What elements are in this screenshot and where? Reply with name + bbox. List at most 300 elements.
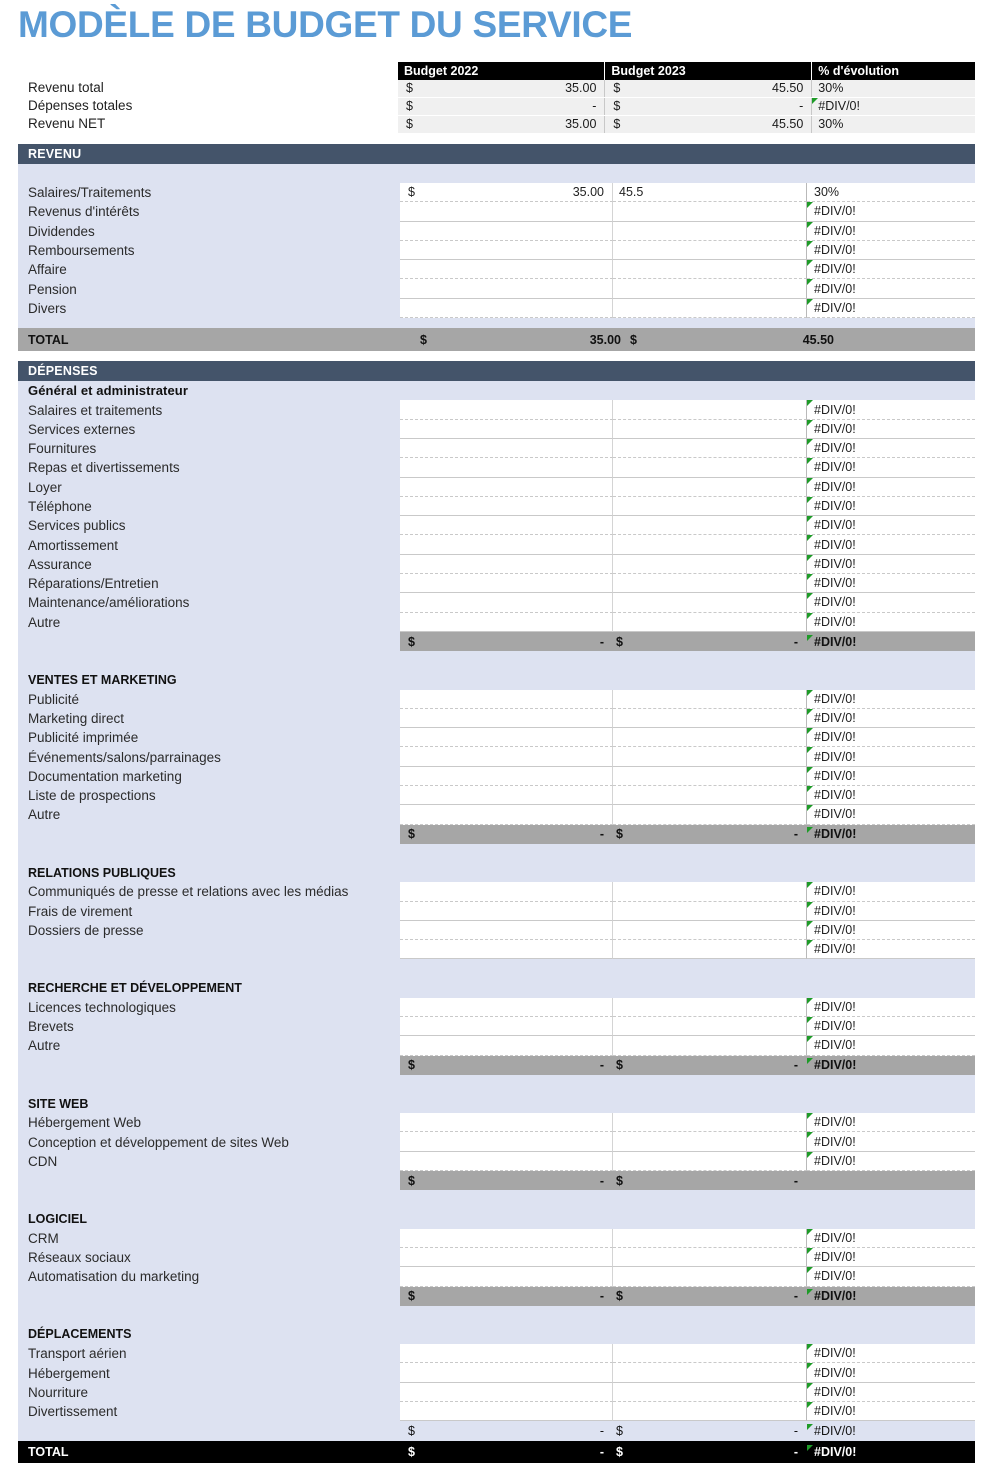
summary-row-labels (28, 79, 132, 133)
expense-cell-2023[interactable] (613, 400, 807, 419)
summary-currency-2023: $ (605, 116, 634, 134)
expense-section-spacer (18, 1306, 975, 1325)
expense-cell-pct (807, 921, 975, 940)
subtotal-currency-2023: $ (616, 634, 623, 649)
error-marker-icon (807, 827, 813, 833)
expense-cell-2022[interactable] (400, 728, 613, 747)
expense-cell-pct (807, 998, 975, 1017)
expense-item-cells (400, 902, 975, 921)
expense-pct-text: #DIV/0! (814, 1115, 856, 1130)
error-marker-icon (807, 439, 813, 445)
expense-cell-pct (807, 555, 975, 574)
revenue-line-item (18, 183, 975, 202)
expense-subtotal-row (18, 1287, 975, 1306)
expense-cell-2022[interactable] (400, 1113, 613, 1132)
subtotal-value-2022: - (599, 1423, 604, 1438)
expense-cell-2023[interactable] (613, 709, 807, 728)
expense-line-item (18, 902, 975, 921)
expense-cell-2023[interactable] (613, 1363, 807, 1382)
summary-currency-2022: $ (398, 80, 427, 98)
expense-cell-2023[interactable] (613, 574, 807, 593)
expense-cell-2023[interactable] (613, 998, 807, 1017)
expense-cell-2022[interactable] (400, 747, 613, 766)
expense-line-item (18, 1229, 975, 1248)
expense-line-item (18, 1113, 975, 1132)
revenue-cell-2023[interactable] (613, 299, 807, 318)
subtotal-pct (807, 1424, 975, 1438)
revenue-cell-2022[interactable] (400, 202, 613, 221)
expense-item-cells (400, 1152, 975, 1171)
revenue-total-currency-2023: $ (630, 332, 637, 347)
expense-cell-2022[interactable] (400, 574, 613, 593)
expense-pct-text: #DIV/0! (814, 942, 856, 957)
expense-item-label: Autre (28, 1038, 61, 1054)
expense-section-title: LOGICIEL (28, 1212, 88, 1226)
expense-cell-2022[interactable] (400, 1383, 613, 1402)
revenue-cell-2023[interactable] (613, 202, 807, 221)
expense-section-title: SITE WEB (28, 1096, 89, 1111)
expense-cell-2023[interactable] (613, 1344, 807, 1363)
expense-item-cells (400, 439, 975, 458)
expense-cell-2022[interactable] (400, 786, 613, 805)
expense-cell-2023[interactable] (613, 1229, 807, 1248)
expense-line-item (18, 1036, 975, 1055)
expense-line-item (18, 497, 975, 516)
expense-cell-pct (807, 767, 975, 786)
expense-section-title-row (18, 863, 975, 882)
expense-cell-pct (807, 535, 975, 554)
expense-item-label: Téléphone (28, 499, 92, 514)
expense-pct-text: #DIV/0! (814, 537, 856, 552)
error-marker-icon (807, 593, 813, 599)
expense-line-item (18, 709, 975, 728)
expense-cell-2023[interactable] (613, 767, 807, 786)
subtotal-pct-text: #DIV/0! (814, 1058, 857, 1073)
expense-item-label: Brevets (28, 1019, 74, 1035)
expense-cell-2023[interactable] (613, 1036, 807, 1055)
expense-cell-2022[interactable] (400, 709, 613, 728)
revenue-cell-pct (807, 241, 975, 260)
expense-cell-2022[interactable] (400, 420, 613, 439)
expense-section-title-row (18, 1209, 975, 1228)
expense-cell-2022[interactable] (400, 1248, 613, 1267)
expense-cell-2022[interactable] (400, 1229, 613, 1248)
expense-cell-2022[interactable] (400, 767, 613, 786)
subtotal-pct-text: #DIV/0! (814, 634, 857, 649)
expense-item-cells (400, 728, 975, 747)
expense-cell-2023[interactable] (613, 478, 807, 497)
expense-line-item (18, 420, 975, 439)
expense-item-cells (400, 940, 975, 959)
expense-item-label: Marketing direct (28, 710, 125, 726)
expense-cell-2022[interactable] (400, 535, 613, 554)
revenue-cell-pct (807, 202, 975, 221)
summary-label-revenu-net: Revenu NET (28, 116, 106, 131)
summary-table (398, 62, 975, 133)
subtotal-value-2023: - (793, 1173, 798, 1188)
expense-cell-2023[interactable] (613, 1267, 807, 1286)
expense-subtotal-bar (400, 1287, 975, 1306)
expense-cell-2023[interactable] (613, 921, 807, 940)
expense-item-cells (400, 1383, 975, 1402)
expense-pct-text: #DIV/0! (814, 1269, 856, 1284)
expense-item-label: Assurance (28, 556, 92, 572)
expense-subtotal-bar (400, 1171, 975, 1190)
expense-item-label: Hébergement Web (28, 1115, 142, 1131)
expense-line-item (18, 1402, 975, 1421)
expense-cell-2022[interactable] (400, 921, 613, 940)
expense-cell-pct (807, 1229, 975, 1248)
revenue-cell-2023[interactable] (613, 241, 807, 260)
expense-cell-pct (807, 400, 975, 419)
expense-item-cells (400, 1113, 975, 1132)
expense-line-item (18, 1248, 975, 1267)
expense-item-cells (400, 555, 975, 574)
expense-cell-2023[interactable] (613, 882, 807, 901)
revenue-total-value-2022: 35.00 (589, 332, 621, 347)
summary-pct-text: 30% (818, 117, 844, 131)
section-header-depenses: DÉPENSES (18, 361, 975, 381)
expense-cell-2022[interactable] (400, 1036, 613, 1055)
expense-cell-2023[interactable] (613, 805, 807, 824)
expense-cell-pct (807, 902, 975, 921)
summary-col-pct-evolution: % d'évolution (812, 62, 975, 80)
revenue-value-2022: 35.00 (572, 185, 604, 200)
expense-cell-2023[interactable] (613, 1113, 807, 1132)
subtotal-currency-2023: $ (616, 1423, 623, 1438)
section-gap (18, 351, 975, 361)
expense-item-label: Autre (28, 807, 61, 823)
error-marker-icon (807, 767, 813, 773)
expense-line-item (18, 1363, 975, 1382)
expense-item-label: Fournitures (28, 441, 97, 457)
error-marker-icon (807, 1152, 813, 1158)
expense-cell-2023[interactable] (613, 1132, 807, 1151)
revenue-cell-2023[interactable] (613, 222, 807, 241)
expense-cell-2023[interactable] (613, 613, 807, 632)
summary-value-2022: 35.00 (427, 80, 605, 98)
expense-line-item (18, 1152, 975, 1171)
expense-item-cells (400, 1132, 975, 1151)
expense-item-cells (400, 805, 975, 824)
expense-cell-2022[interactable] (400, 1363, 613, 1382)
expense-cell-2022[interactable] (400, 613, 613, 632)
expense-pct-text: #DIV/0! (814, 749, 856, 764)
expense-cell-2023[interactable] (613, 497, 807, 516)
subtotal-pct (807, 827, 975, 841)
revenue-line-item (18, 241, 975, 260)
revenue-cell-2023[interactable] (613, 260, 807, 279)
expense-cell-2022[interactable] (400, 478, 613, 497)
expense-cell-2023[interactable] (613, 747, 807, 766)
revenue-item-label: Divers (28, 300, 67, 316)
expense-line-item (18, 998, 975, 1017)
expense-item-label: Hébergement (28, 1365, 110, 1381)
expense-line-item (18, 1132, 975, 1151)
expense-subtotal-row (18, 1421, 975, 1440)
summary-row (398, 98, 975, 116)
expense-cell-pct (807, 420, 975, 439)
error-marker-icon (807, 478, 813, 484)
revenue-cell-2022[interactable] (400, 222, 613, 241)
revenue-cell-pct (807, 279, 975, 298)
subtotal-currency-2023: $ (616, 1289, 623, 1304)
revenue-currency-2022: $ (408, 185, 415, 200)
expense-item-cells (400, 1402, 975, 1421)
expense-item-label: Réseaux sociaux (28, 1250, 131, 1266)
error-marker-icon (807, 1132, 813, 1138)
expense-cell-pct (807, 1248, 975, 1267)
expense-cell-2022[interactable] (400, 1267, 613, 1286)
expense-cell-pct (807, 1402, 975, 1421)
revenue-line-item (18, 279, 975, 298)
expense-cell-2023[interactable] (613, 458, 807, 477)
expense-item-cells (400, 458, 975, 477)
expense-section-title-row (18, 1094, 975, 1113)
revenue-cell-2023[interactable] (613, 279, 807, 298)
expense-item-label: CRM (28, 1230, 59, 1246)
expense-item-label: Dossiers de presse (28, 922, 144, 938)
expense-cell-2023[interactable] (613, 516, 807, 535)
error-marker-icon (807, 747, 813, 753)
expense-cell-pct (807, 1267, 975, 1286)
error-marker-icon (807, 1017, 813, 1023)
error-marker-icon (807, 635, 813, 641)
expense-section-spacer (18, 651, 975, 670)
expense-section-title-row (18, 1325, 975, 1344)
expense-item-cells (400, 516, 975, 535)
expense-line-item (18, 747, 975, 766)
grand-total-row (18, 1441, 975, 1463)
expense-cell-pct (807, 1383, 975, 1402)
expense-pct-text: #DIV/0! (814, 884, 856, 899)
expense-pct-text: #DIV/0! (814, 807, 856, 822)
summary-currency-2023: $ (605, 98, 634, 116)
grand-total-pct (807, 1445, 975, 1459)
expense-pct-text: #DIV/0! (814, 691, 856, 706)
expense-section-title: Général et administrateur (28, 383, 188, 399)
expense-pct-text: #DIV/0! (814, 768, 856, 783)
expense-cell-pct (807, 1036, 975, 1055)
expense-item-label: Salaires et traitements (28, 402, 163, 418)
expense-cell-pct (807, 786, 975, 805)
revenue-pct-text: #DIV/0! (814, 300, 856, 315)
expense-item-label: Communiqués de presse et relations avec les médias (28, 884, 349, 900)
expense-cell-2022[interactable] (400, 690, 613, 709)
expense-cell-pct (807, 574, 975, 593)
expense-cell-2023[interactable] (613, 420, 807, 439)
expense-cell-pct (807, 497, 975, 516)
expense-subtotal-row (18, 825, 975, 844)
expense-item-label: Divertissement (28, 1404, 118, 1420)
revenue-cell-2022[interactable] (400, 279, 613, 298)
expense-cell-2023[interactable] (613, 555, 807, 574)
expense-line-item (18, 516, 975, 535)
expense-cell-2022[interactable] (400, 555, 613, 574)
expense-pct-text: #DIV/0! (814, 460, 856, 475)
summary-currency-2023: $ (605, 80, 634, 98)
expense-item-label: Licences technologiques (28, 999, 176, 1015)
subtotal-pct (807, 1058, 975, 1072)
error-marker-icon (807, 1363, 813, 1369)
expense-cell-2023[interactable] (613, 690, 807, 709)
expense-line-item (18, 1017, 975, 1036)
expense-item-cells (400, 613, 975, 632)
budget-sheet (18, 144, 975, 1463)
expense-subtotal-bar (400, 632, 975, 651)
error-marker-icon (807, 1113, 813, 1119)
expense-cell-pct (807, 882, 975, 901)
expense-item-cells (400, 574, 975, 593)
revenue-value-2023: 45.5 (619, 185, 644, 200)
expense-cell-2022[interactable] (400, 497, 613, 516)
error-marker-icon (807, 921, 813, 927)
expense-cell-2022[interactable] (400, 400, 613, 419)
expense-subtotal-row (18, 1171, 975, 1190)
subtotal-value-2023: - (793, 1289, 798, 1304)
expense-cell-2023[interactable] (613, 786, 807, 805)
expense-cell-2023[interactable] (613, 728, 807, 747)
summary-col-budget-2023: Budget 2023 (605, 62, 812, 80)
expense-line-item (18, 439, 975, 458)
expense-line-item (18, 1344, 975, 1363)
expense-cell-2022[interactable] (400, 902, 613, 921)
expense-cell-2022[interactable] (400, 1017, 613, 1036)
error-marker-icon (807, 902, 813, 908)
expense-cell-2022[interactable] (400, 1152, 613, 1171)
error-marker-icon (807, 1402, 813, 1408)
expense-cell-2023[interactable] (613, 1017, 807, 1036)
expense-pct-text: #DIV/0! (814, 499, 856, 513)
expense-item-label: Loyer (28, 479, 62, 495)
subtotal-currency-2023: $ (616, 827, 623, 842)
expense-item-cells (400, 478, 975, 497)
expense-cell-pct (807, 1363, 975, 1382)
subtotal-pct-text: #DIV/0! (814, 1289, 857, 1304)
error-marker-icon (807, 613, 813, 619)
expense-cell-2022[interactable] (400, 940, 613, 959)
error-marker-icon (807, 728, 813, 734)
expense-item-cells (400, 535, 975, 554)
expense-cell-2022[interactable] (400, 516, 613, 535)
expense-cell-2022[interactable] (400, 805, 613, 824)
revenue-pct-text: #DIV/0! (814, 204, 856, 219)
revenue-cell-2022[interactable] (400, 241, 613, 260)
expense-section-title: VENTES ET MARKETING (28, 672, 177, 687)
expense-cell-2023[interactable] (613, 902, 807, 921)
revenue-rows (18, 183, 975, 318)
revenue-item-cells (400, 241, 975, 260)
expense-pct-text: #DIV/0! (814, 421, 856, 436)
subtotal-value-2023: - (793, 634, 798, 649)
subtotal-pct (807, 1289, 975, 1303)
expense-sections (18, 381, 975, 1441)
subtotal-currency-2022: $ (408, 1423, 415, 1438)
expense-cell-2022[interactable] (400, 1344, 613, 1363)
expense-cell-2022[interactable] (400, 882, 613, 901)
expense-cell-pct (807, 1017, 975, 1036)
summary-label-depenses-totales: Dépenses totales (28, 98, 133, 113)
summary-row (398, 80, 975, 98)
expense-pct-text: #DIV/0! (814, 1346, 856, 1361)
expense-cell-2022[interactable] (400, 998, 613, 1017)
expense-item-label: Maintenance/améliorations (28, 595, 190, 611)
error-marker-icon (807, 555, 813, 561)
expense-line-item (18, 593, 975, 612)
error-marker-icon (807, 1289, 813, 1295)
expense-line-item (18, 940, 975, 959)
expense-item-cells (400, 1017, 975, 1036)
error-marker-icon (807, 299, 813, 305)
expense-cell-2022[interactable] (400, 458, 613, 477)
expense-pct-text: #DIV/0! (814, 441, 856, 456)
expense-pct-text: #DIV/0! (814, 1019, 856, 1034)
expense-cell-2022[interactable] (400, 439, 613, 458)
revenue-cell-2023[interactable] (613, 183, 807, 202)
revenue-cell-2022[interactable] (400, 260, 613, 279)
expense-cell-2022[interactable] (400, 1402, 613, 1421)
revenue-cell-2022[interactable] (400, 299, 613, 318)
summary-value-2023: - (634, 98, 812, 116)
revenue-item-label: Affaire (28, 262, 67, 278)
revenue-item-cells (400, 260, 975, 279)
revenue-item-label: Dividendes (28, 223, 95, 239)
revenue-total-currency-2022: $ (420, 332, 427, 347)
expense-cell-pct (807, 1152, 975, 1171)
expense-cell-2023[interactable] (613, 1248, 807, 1267)
expense-cell-2023[interactable] (613, 940, 807, 959)
expense-section-spacer (18, 1190, 975, 1209)
expense-pct-text: #DIV/0! (814, 1134, 856, 1149)
subtotal-value-2022: - (599, 1058, 604, 1073)
expense-cell-2022[interactable] (400, 593, 613, 612)
subtotal-currency-2022: $ (408, 634, 415, 649)
expense-cell-2023[interactable] (613, 439, 807, 458)
expense-cell-2023[interactable] (613, 535, 807, 554)
revenu-bottom-spacer (18, 318, 975, 328)
summary-value-2023: 45.50 (634, 116, 812, 134)
expense-pct-text: #DIV/0! (814, 1404, 856, 1419)
subtotal-value-2023: - (793, 827, 798, 842)
summary-row (398, 116, 975, 134)
expense-cell-2022[interactable] (400, 1132, 613, 1151)
error-marker-icon (807, 279, 813, 285)
expense-cell-2023[interactable] (613, 1402, 807, 1421)
subtotal-currency-2023: $ (616, 1173, 623, 1188)
expense-section-spacer (18, 1075, 975, 1094)
error-marker-icon (807, 1383, 813, 1389)
expense-item-label: Services publics (28, 518, 126, 534)
grand-total-value-2022: - (599, 1444, 604, 1459)
expense-cell-2023[interactable] (613, 1383, 807, 1402)
revenue-item-cells (400, 279, 975, 298)
expense-item-cells (400, 1248, 975, 1267)
revenue-item-label: Salaires/Traitements (28, 185, 152, 201)
revenue-total-label: TOTAL (28, 332, 69, 347)
revenue-cell-2022[interactable] (400, 183, 613, 202)
revenue-pct-text: 30% (814, 185, 840, 200)
expense-cell-pct (807, 478, 975, 497)
expense-item-label: Services externes (28, 421, 136, 437)
summary-pct-evolution (812, 80, 975, 98)
error-marker-icon (807, 574, 813, 580)
expense-section-spacer (18, 844, 975, 863)
expense-cell-2023[interactable] (613, 1152, 807, 1171)
expense-item-label: Repas et divertissements (28, 460, 180, 476)
expense-cell-2023[interactable] (613, 593, 807, 612)
error-marker-icon (807, 786, 813, 792)
error-marker-icon (807, 1248, 813, 1254)
